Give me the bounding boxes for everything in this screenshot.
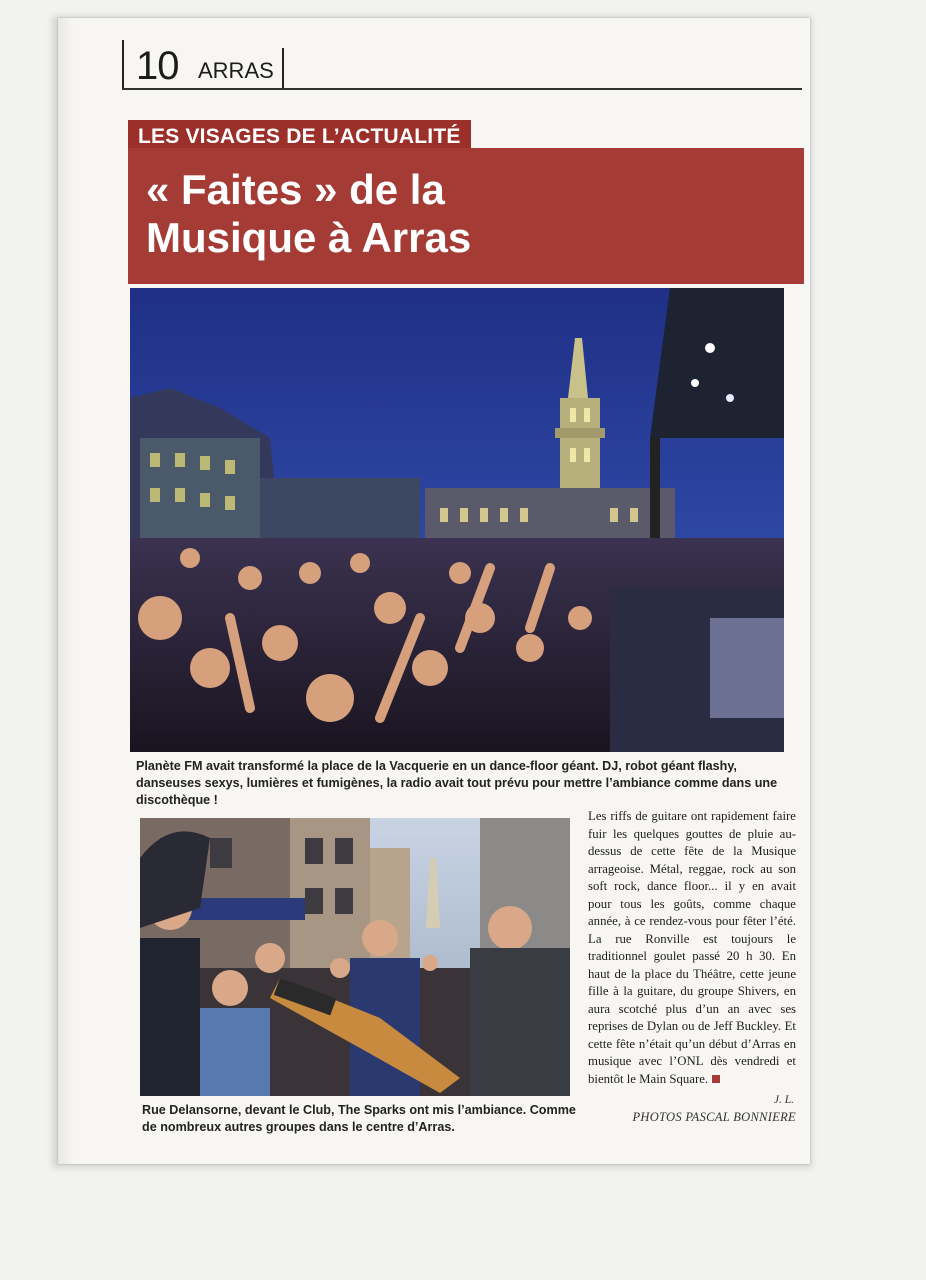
author-initials: J. L.	[773, 1094, 794, 1106]
photo-credit: PHOTOS PASCAL BONNIERE	[632, 1110, 796, 1124]
paper-fold	[58, 18, 74, 1164]
article-text: Les riffs de guitare ont rapidement faire fuir les quelques gouttes de pluie au-dessus de cette fête de la Musique arrageoise. Métal, reggae, rock au son soft rock, dance floor... il y en avait pour tous les goûts, comme chaque année, à ce rendez-vous pour fêter l’été. La rue Ronville est toujours le traditionnel goulet passé 20 h 30. En haut de la place du Théâtre, cette jeune fille à la guitare, du groupe Shivers, en aura scotché plus d’un an avec ses reprises de Dylan ou de Jeff Buckley. Et cette fête n’était qu’un début d’Arras en musique avec l’ONL dès vendredi et bientôt le Main Square.	[588, 809, 796, 1086]
header-divider-mid	[282, 48, 284, 88]
running-header	[122, 40, 802, 92]
kicker-label: LES VISAGES DE L’ACTUALITÉ	[128, 120, 471, 154]
photo-main-caption: Planète FM avait transformé la place de la Vacquerie en un dance-floor géant. DJ, robot géant flashy, danseuses sexys, lumières et fumigènes, la radio avait tout prévu pour mettre l’ambiance comme dans une discothèque !	[136, 759, 778, 807]
photo-concert-crowd	[130, 288, 784, 752]
photo-street-band	[140, 818, 570, 1096]
headline-line-1: « Faites » de la	[146, 166, 445, 213]
article-body	[588, 808, 796, 1088]
header-rule	[122, 88, 802, 90]
header-divider-left	[122, 40, 124, 88]
headline	[146, 166, 786, 262]
headline-band	[128, 148, 804, 284]
page-number: 10	[136, 44, 179, 88]
end-mark	[712, 1075, 720, 1083]
photo-secondary-caption: Rue Delansorne, devant le Club, The Sparks ont mis l’ambiance. Comme de nombreux autres groupes dans le centre d’Arras.	[142, 1103, 576, 1134]
headline-line-2: Musique à Arras	[146, 214, 472, 261]
section-name: ARRAS	[198, 58, 274, 83]
